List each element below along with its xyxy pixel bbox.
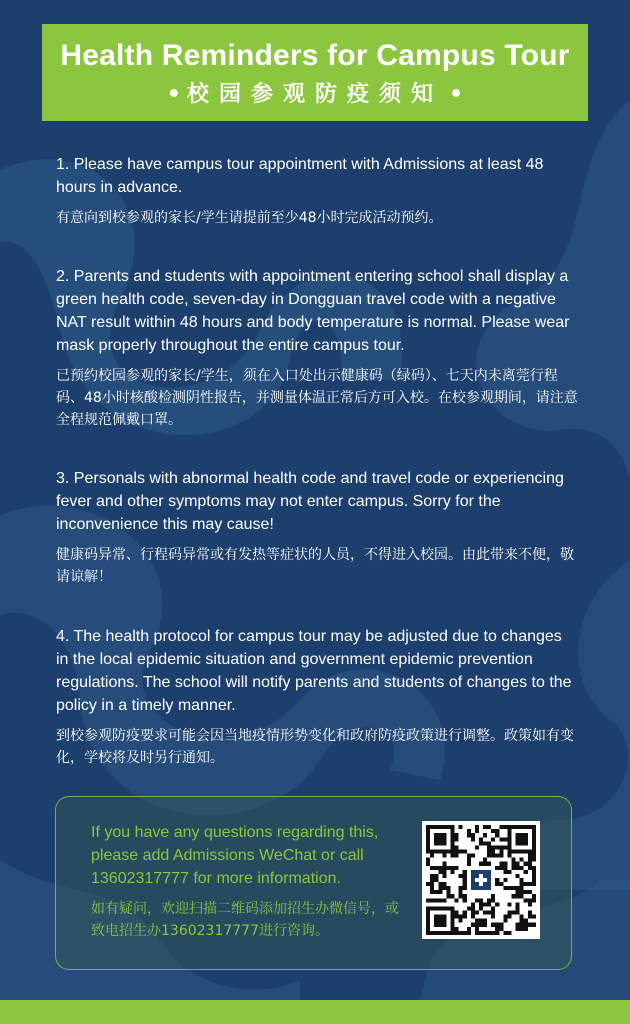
reminder-zh: 有意向到校参观的家长/学生请提前至少48小时完成活动预约。	[56, 210, 443, 226]
contact-en: If you have any questions regarding this, please add Admissions WeChat or call 13602317777 for more information.	[91, 824, 379, 887]
reminder-en: 4. The health protocol for campus tour may be adjusted due to changes in the local epidemic situation and government epidemic prevention regulations. The school will notify parents and students of changes to the policy in a timely manner.	[56, 628, 572, 714]
reminder-item-4	[56, 625, 578, 769]
header-banner	[42, 24, 588, 121]
reminder-en: 2. Parents and students with appointment entering school shall display a green health code, seven-day in Dongguan travel code with a negative NAT result within 48 hours and body temperature is normal. Please wear mask properly throughout the entire campus tour.	[56, 268, 570, 354]
reminder-zh: 到校参观防疫要求可能会因当地疫情形势变化和政府防疫政策进行调整。政策如有变化，学校将及时另行通知。	[56, 728, 574, 766]
bullet-left: •	[166, 82, 181, 107]
subtitle-text: 校园参观防疫须知	[186, 82, 443, 107]
reminder-en: 3. Personals with abnormal health code and travel code or experiencing fever and other symptoms may not enter campus. Sorry for the inconvenience this may cause!	[56, 470, 564, 533]
reminder-item-3	[56, 467, 578, 588]
qr-code-icon[interactable]	[422, 821, 540, 939]
contact-box	[55, 796, 572, 970]
reminder-item-2	[56, 265, 578, 431]
bullet-right: •	[449, 82, 464, 107]
reminder-item-1	[56, 153, 578, 229]
reminder-en: 1. Please have campus tour appointment with Admissions at least 48 hours in advance.	[56, 156, 544, 196]
page-title: Health Reminders for Campus Tour	[60, 39, 570, 72]
page-subtitle	[42, 80, 588, 110]
bottom-accent-bar	[0, 1000, 630, 1024]
reminder-zh: 已预约校园参观的家长/学生，须在入口处出示健康码（绿码）、七天内未离莞行程码、48小时核酸检测阴性报告，并测量体温正常后方可入校。在校参观期间，请注意全程规范佩戴口罩。	[56, 368, 578, 428]
contact-text	[91, 821, 401, 942]
contact-zh: 如有疑问，欢迎扫描二维码添加招生办微信号，或致电招生办13602317777进行咨询。	[91, 901, 399, 939]
reminder-zh: 健康码异常、行程码异常或有发热等症状的人员，不得进入校园。由此带来不便，敬请谅解！	[56, 547, 574, 585]
